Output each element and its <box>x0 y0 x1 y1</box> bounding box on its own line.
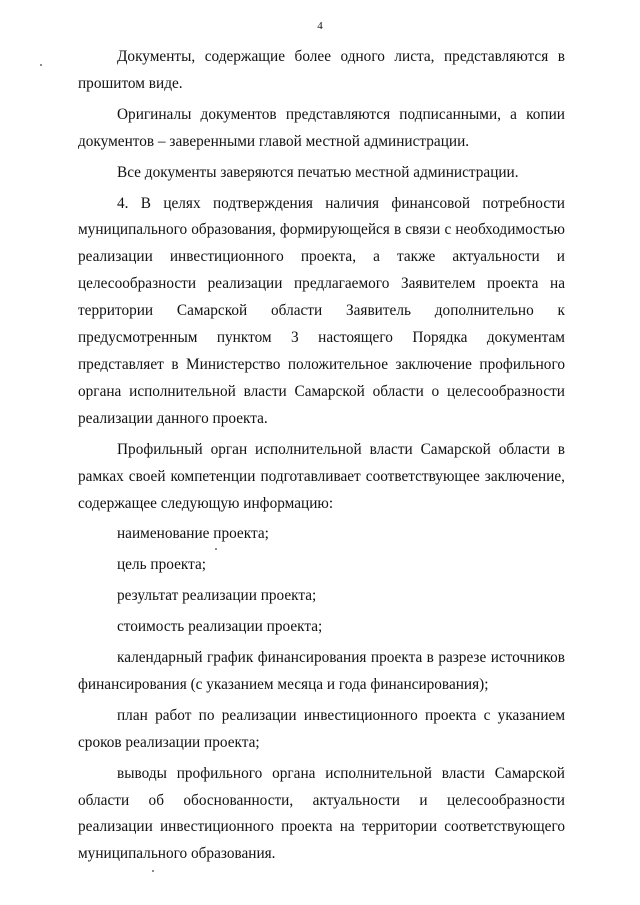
list-item-financing-schedule: календарный график финансирования проекта в разрезе источников финансирования (с указанием месяца и года финансирования); <box>78 649 565 693</box>
paragraph-conclusion-intro: Профильный орган исполнительной власти Самарской области в рамках своей компетенции подготавливает соответствующее заключение, содержащее следующую информацию: <box>78 440 565 512</box>
list-item-conclusions: выводы профильного органа исполнительной власти Самарской области об обоснованности, актуальности и целесообразности реализации инвестиционного проекта на территории соответствующего муниципального образования. <box>78 764 565 863</box>
list-item-work-plan: план работ по реализации инвестиционного проекта с указанием сроков реализации проекта; <box>78 706 565 751</box>
scan-speck <box>40 64 42 66</box>
list-item-project-goal: цель проекта; <box>117 556 207 574</box>
paragraph-documents-bound: Документы, содержащие более одного листа, представляются в прошитом виде. <box>78 48 565 92</box>
list-item-project-cost: стоимость реализации проекта; <box>117 618 323 636</box>
list-item-project-result: результат реализации проекта; <box>117 587 317 605</box>
paragraph-item-4: 4. В целях подтверждения наличия финансовой потребности муниципального образования, формирующейся в связи с необходимостью реализации инвестиционного проекта, а также актуальности и целесообразности реализации предлагаемого Заявителем проекта на территории Самарской области Заявитель дополнительно к предусмотренным пунктом 3 настоящего Порядка документам представляет в Министерство положительное заключение профильного органа исполнительной власти Самарской области о целесообразности реализации данного проекта. <box>78 194 565 427</box>
page-number: 4 <box>317 20 323 32</box>
scan-speck <box>215 548 217 550</box>
paragraph-originals-signed: Оригиналы документов представляются подписанными, а копии документов – заверенными главой местной администрации. <box>78 105 565 150</box>
scan-speck <box>152 870 154 872</box>
paragraph-seal: Все документы заверяются печатью местной администрации. <box>117 163 519 181</box>
document-body <box>78 44 565 868</box>
list-item-project-name: наименование проекта; <box>117 525 269 543</box>
